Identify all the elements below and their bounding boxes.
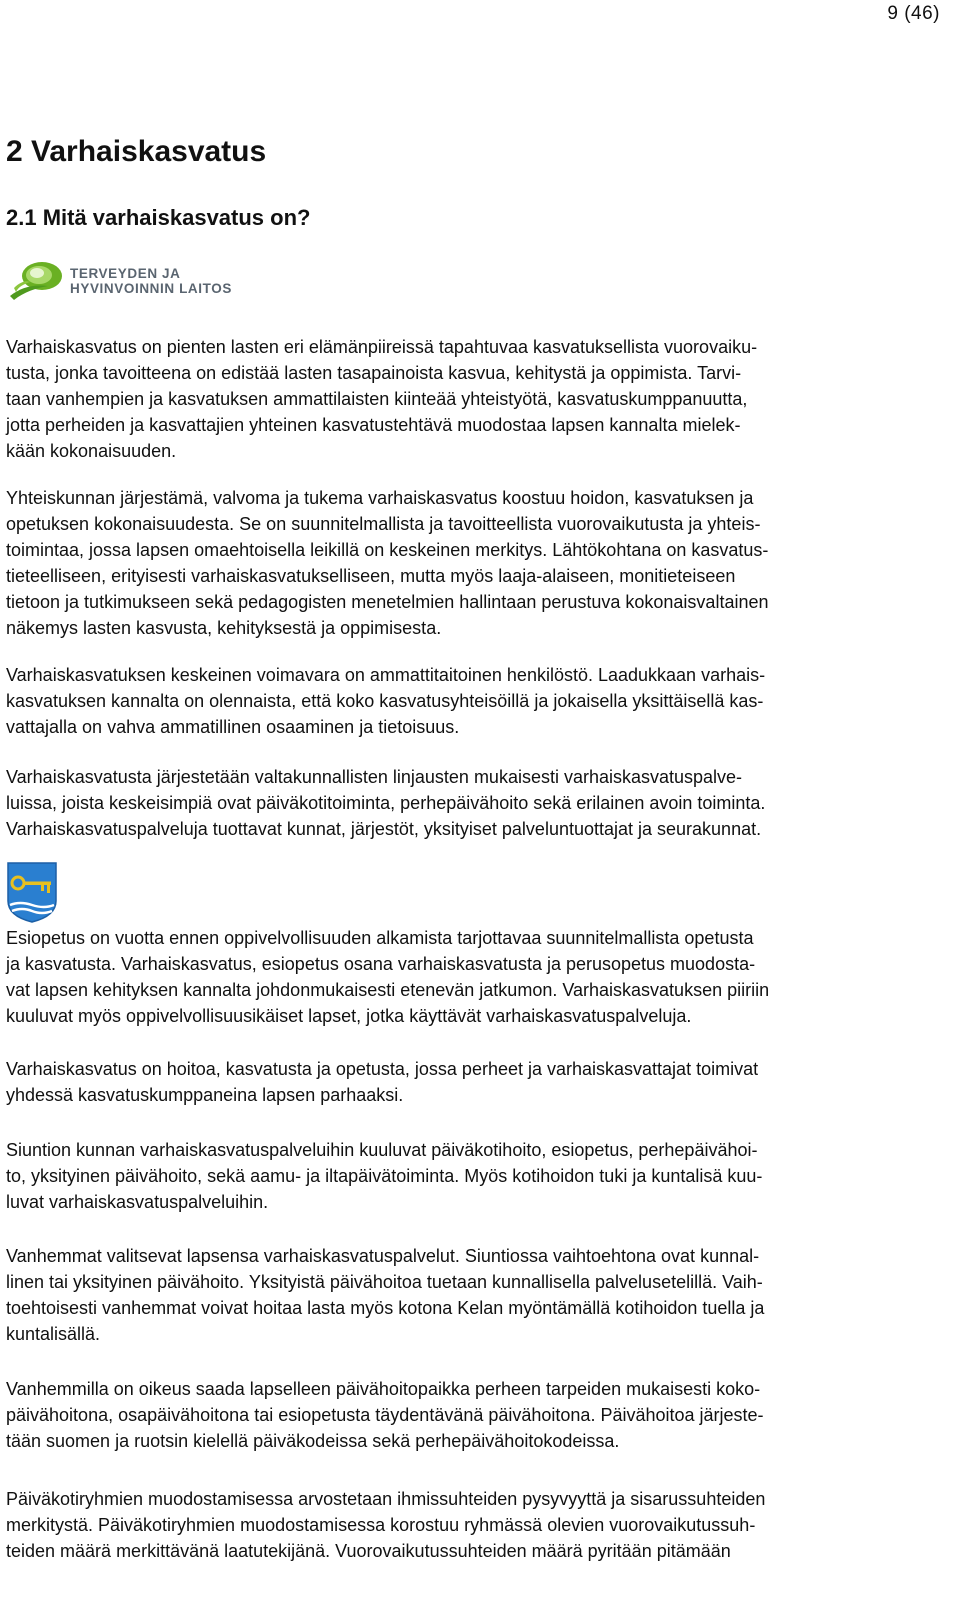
paragraph-2 — [6, 485, 951, 641]
paragraph-5 — [6, 925, 951, 1029]
text-line: Yhteiskunnan järjestämä, valvoma ja tukema varhaiskasvatus koostuu hoidon, kasvatuksen ja — [6, 488, 754, 508]
text-line: Siuntion kunnan varhaiskasvatuspalveluihin kuuluvat päiväkotihoito, esiopetus, perhepäivähoi- — [6, 1140, 758, 1160]
text-line: Varhaiskasvatus on hoitoa, kasvatusta ja opetusta, jossa perheet ja varhaiskasvattajat toimivat — [6, 1059, 759, 1079]
text-line: Päiväkotiryhmien muodostamisessa arvostetaan ihmissuhteiden pysyvyyttä ja sisarussuhteiden — [6, 1489, 766, 1509]
page-number: 9 (46) — [887, 3, 940, 24]
text-line: merkitystä. Päiväkotiryhmien muodostamisessa korostuu ryhmässä olevien vuorovaikutussuh- — [6, 1515, 756, 1535]
logo-text-line1: TERVEYDEN JA — [70, 266, 181, 281]
text-line: vattajalla on vahva ammatillinen osaaminen ja tietoisuus. — [6, 717, 460, 737]
text-line: kasvatuksen kannalta on olennaista, että koko kasvatusyhteisöillä ja jokaisella yksittäisellä kas- — [6, 691, 764, 711]
paragraph-1 — [6, 334, 951, 464]
text-line: Vanhemmat valitsevat lapsensa varhaiskasvatuspalvelut. Siuntiossa vaihtoehtona ovat kunnal- — [6, 1246, 760, 1266]
text-line: Vanhemmilla on oikeus saada lapselleen päivähoitopaikka perheen tarpeiden mukaisesti koko- — [6, 1379, 761, 1399]
text-line: teiden määrä merkittävänä laatutekijänä. Vuorovaikutussuhteiden määrä pyritään pitämään — [6, 1541, 731, 1561]
text-line: Varhaiskasvatus on pienten lasten eri elämänpiireissä tapahtuvaa kasvatuksellista vuorovaiku- — [6, 337, 758, 357]
text-line: tään suomen ja ruotsin kielellä päiväkodeissa sekä perhepäivähoitokodeissa. — [6, 1431, 620, 1451]
text-line: to, yksityinen päivähoito, sekä aamu- ja iltapäivätoiminta. Myös kotihoidon tuki ja kuntalisä kuu- — [6, 1166, 763, 1186]
text-line: jotta perheiden ja kasvattajien yhteinen kasvatustehtävä muodostaa lapsen kannalta mielek- — [6, 415, 741, 435]
text-line: kuntalisällä. — [6, 1324, 101, 1344]
text-line: vat lapsen kehityksen kannalta johdonmukaisesti etenevän jatkumon. Varhaiskasvatuksen piiriin — [6, 980, 770, 1000]
text-line: yhdessä kasvatuskumppaneina lapsen parhaaksi. — [6, 1085, 404, 1105]
paragraph-9 — [6, 1376, 951, 1454]
section-heading: 2.1 Mitä varhaiskasvatus on? — [6, 205, 311, 230]
text-line: tietoon ja tutkimukseen sekä pedagogisten menetelmien hallintaan perustuva kokonaisvaltainen — [6, 592, 769, 612]
text-line: ja kasvatusta. Varhaiskasvatus, esiopetus osana varhaiskasvatusta ja perusopetus muodosta- — [6, 954, 756, 974]
text-line: luvat varhaiskasvatuspalveluihin. — [6, 1192, 269, 1212]
paragraph-7 — [6, 1137, 951, 1215]
text-line: opetuksen kokonaisuudesta. Se on suunnitelmallista ja tavoitteellista vuorovaikutusta ja yhteis- — [6, 514, 761, 534]
paragraph-3 — [6, 662, 951, 740]
text-line: toimintaa, jossa lapsen omaehtoisella leikillä on keskeinen merkitys. Lähtökohtana on kasvatus- — [6, 540, 769, 560]
text-line: Varhaiskasvatusta järjestetään valtakunnallisten linjausten mukaisesti varhaiskasvatuspalve- — [6, 767, 743, 787]
text-line: linen tai yksityinen päivähoito. Yksityistä päivähoitoa tuetaan kunnallisella palvelusetelillä. Vaih- — [6, 1272, 763, 1292]
municipal-crest — [6, 861, 58, 928]
thl-logo — [8, 260, 232, 302]
text-line: toehtoisesti vanhemmat voivat hoitaa lasta myös kotona Kelan myöntämällä kotihoidon tuella ja — [6, 1298, 765, 1318]
text-line: tusta, jonka tavoitteena on edistää lasten tasapainoista kasvua, kehitystä ja oppimista. Tarvi- — [6, 363, 742, 383]
siuntio-coat-of-arms-icon — [6, 861, 58, 923]
text-line: päivähoitona, osapäivähoitona tai esiopetusta täydentävänä päivähoitona. Päivähoitoa järjeste- — [6, 1405, 764, 1425]
paragraph-4 — [6, 764, 951, 842]
text-line: kuuluvat myös oppivelvollisuusikäiset lapset, jotka käyttävät varhaiskasvatuspalveluja. — [6, 1006, 692, 1026]
paragraph-10 — [6, 1486, 951, 1564]
text-line: luissa, joista keskeisimpiä ovat päiväkotitoiminta, perhepäivähoito sekä erilainen avoin toiminta. — [6, 793, 766, 813]
text-line: kään kokonaisuuden. — [6, 441, 177, 461]
chapter-heading: 2 Varhaiskasvatus — [6, 135, 267, 168]
text-line: näkemys lasten kasvusta, kehityksestä ja oppimisesta. — [6, 618, 442, 638]
thl-leaf-logo-icon — [8, 260, 64, 302]
text-line: tieteelliseen, erityisesti varhaiskasvatukselliseen, mutta myös laaja-alaiseen, monitieteiseen — [6, 566, 736, 586]
text-line: Varhaiskasvatuspalveluja tuottavat kunnat, järjestöt, yksityiset palveluntuottajat ja seurakunnat. — [6, 819, 762, 839]
logo-text-line2: HYVINVOINNIN LAITOS — [70, 281, 232, 296]
text-line: Varhaiskasvatuksen keskeinen voimavara on ammattitaitoinen henkilöstö. Laadukkaan varhais- — [6, 665, 766, 685]
paragraph-6 — [6, 1056, 951, 1108]
text-line: Esiopetus on vuotta ennen oppivelvollisuuden alkamista tarjottavaa suunnitelmallista opetusta — [6, 928, 754, 948]
text-line: taan vanhempien ja kasvatuksen ammattilaisten kiinteää yhteistyötä, kasvatuskumppanuutta, — [6, 389, 748, 409]
paragraph-8 — [6, 1243, 951, 1347]
